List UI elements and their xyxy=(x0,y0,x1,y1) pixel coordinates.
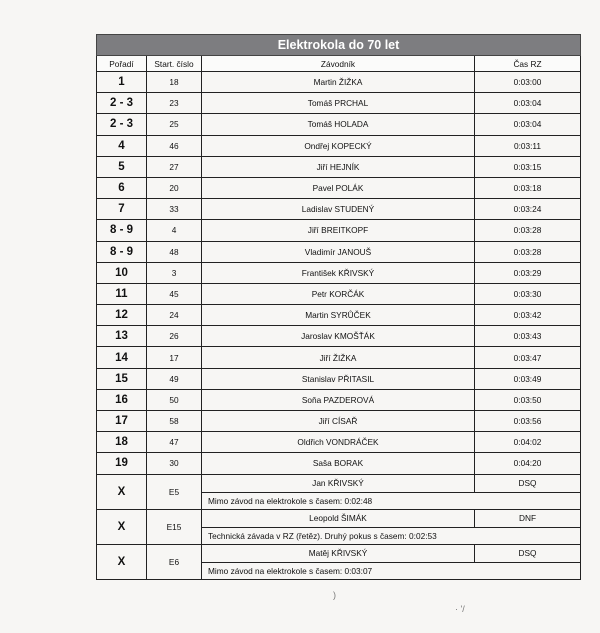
table-row xyxy=(97,509,581,527)
results-table xyxy=(96,34,581,580)
rank-cell: 14 xyxy=(97,347,147,368)
start-number-cell: 30 xyxy=(147,453,202,474)
table-row xyxy=(97,305,581,326)
time-cell: 0:03:56 xyxy=(475,411,581,432)
note-cell: Mimo závod na elektrokole s časem: 0:03:07 xyxy=(202,562,581,579)
rider-cell: Saša BORAK xyxy=(202,453,475,474)
rank-cell: 19 xyxy=(97,453,147,474)
start-number-cell: 27 xyxy=(147,156,202,177)
header-time: Čas RZ xyxy=(475,56,581,72)
time-cell: 0:03:42 xyxy=(475,305,581,326)
rank-cell: 8 - 9 xyxy=(97,220,147,241)
time-cell: 0:03:30 xyxy=(475,283,581,304)
start-number-cell: 48 xyxy=(147,241,202,262)
rank-cell: 15 xyxy=(97,368,147,389)
header-start-number: Start. číslo xyxy=(147,56,202,72)
start-number-cell: 17 xyxy=(147,347,202,368)
rank-cell: 12 xyxy=(97,305,147,326)
rank-cell: 13 xyxy=(97,326,147,347)
time-cell: 0:03:04 xyxy=(475,114,581,135)
rank-cell: 10 xyxy=(97,262,147,283)
note-cell: Technická závada v RZ (řetěz). Druhý pokus s časem: 0:02:53 xyxy=(202,527,581,544)
scan-mark: · '/ xyxy=(455,604,465,614)
table-row xyxy=(97,199,581,220)
start-number-cell: 47 xyxy=(147,432,202,453)
rider-cell: Tomáš HOLADA xyxy=(202,114,475,135)
table-row xyxy=(97,262,581,283)
rider-cell: Soňa PAZDEROVÁ xyxy=(202,389,475,410)
time-cell: 0:03:47 xyxy=(475,347,581,368)
rider-cell: Jan KŘIVSKÝ xyxy=(202,474,475,492)
start-number-cell: 4 xyxy=(147,220,202,241)
rider-cell: Jaroslav KMOŠŤÁK xyxy=(202,326,475,347)
start-number-cell: 24 xyxy=(147,305,202,326)
start-number-cell: 33 xyxy=(147,199,202,220)
rank-cell: 5 xyxy=(97,156,147,177)
table-row xyxy=(97,474,581,492)
rider-cell: Jiří CÍSAŘ xyxy=(202,411,475,432)
start-number-cell: 58 xyxy=(147,411,202,432)
rider-cell: Martin SYRŮČEK xyxy=(202,305,475,326)
table-row xyxy=(97,389,581,410)
rider-cell: Stanislav PŘITASIL xyxy=(202,368,475,389)
table-row xyxy=(97,72,581,93)
rider-cell: Ondřej KOPECKÝ xyxy=(202,135,475,156)
table-row xyxy=(97,283,581,304)
status-cell: DSQ xyxy=(475,474,581,492)
rank-cell: 2 - 3 xyxy=(97,114,147,135)
rider-cell: Leopold ŠIMÁK xyxy=(202,509,475,527)
status-cell: DSQ xyxy=(475,544,581,562)
table-row xyxy=(97,326,581,347)
rank-cell: 7 xyxy=(97,199,147,220)
table-row xyxy=(97,135,581,156)
rank-cell: 8 - 9 xyxy=(97,241,147,262)
rank-cell: 1 xyxy=(97,72,147,93)
start-number-cell: 46 xyxy=(147,135,202,156)
time-cell: 0:03:28 xyxy=(475,220,581,241)
results-sheet xyxy=(96,34,580,580)
note-cell: Mimo závod na elektrokole s časem: 0:02:48 xyxy=(202,492,581,509)
start-number-cell: 20 xyxy=(147,177,202,198)
start-number-cell: 25 xyxy=(147,114,202,135)
rider-cell: Oldřich VONDRÁČEK xyxy=(202,432,475,453)
table-row xyxy=(97,114,581,135)
time-cell: 0:03:24 xyxy=(475,199,581,220)
start-number-cell: 23 xyxy=(147,93,202,114)
rank-cell: 4 xyxy=(97,135,147,156)
rider-cell: Pavel POLÁK xyxy=(202,177,475,198)
rank-cell: X xyxy=(97,544,147,579)
time-cell: 0:03:15 xyxy=(475,156,581,177)
time-cell: 0:03:50 xyxy=(475,389,581,410)
rank-cell: 16 xyxy=(97,389,147,410)
start-number-cell: E6 xyxy=(147,544,202,579)
rider-cell: Jiří HEJNÍK xyxy=(202,156,475,177)
start-number-cell: E5 xyxy=(147,474,202,509)
time-cell: 0:04:02 xyxy=(475,432,581,453)
start-number-cell: 50 xyxy=(147,389,202,410)
rank-cell: 2 - 3 xyxy=(97,93,147,114)
time-cell: 0:03:29 xyxy=(475,262,581,283)
time-cell: 0:03:11 xyxy=(475,135,581,156)
table-title: Elektrokola do 70 let xyxy=(97,35,581,56)
rider-cell: Petr KORČÁK xyxy=(202,283,475,304)
time-cell: 0:03:43 xyxy=(475,326,581,347)
rider-cell: Jiří BREITKOPF xyxy=(202,220,475,241)
table-row xyxy=(97,156,581,177)
rider-cell: Tomáš PRCHAL xyxy=(202,93,475,114)
rider-cell: Martin ŽIŽKA xyxy=(202,72,475,93)
start-number-cell: E15 xyxy=(147,509,202,544)
rank-cell: 17 xyxy=(97,411,147,432)
rider-cell: Matěj KŘIVSKÝ xyxy=(202,544,475,562)
table-row xyxy=(97,544,581,562)
scan-mark: ) xyxy=(333,590,336,600)
header-rider: Závodník xyxy=(202,56,475,72)
table-row xyxy=(97,411,581,432)
start-number-cell: 3 xyxy=(147,262,202,283)
rider-cell: Vladimír JANOUŠ xyxy=(202,241,475,262)
time-cell: 0:04:20 xyxy=(475,453,581,474)
table-row xyxy=(97,347,581,368)
rank-cell: X xyxy=(97,474,147,509)
time-cell: 0:03:18 xyxy=(475,177,581,198)
header-rank: Pořadí xyxy=(97,56,147,72)
table-row xyxy=(97,432,581,453)
table-row xyxy=(97,368,581,389)
rank-cell: 18 xyxy=(97,432,147,453)
table-row xyxy=(97,241,581,262)
table-row xyxy=(97,93,581,114)
start-number-cell: 49 xyxy=(147,368,202,389)
rider-cell: Jiří ŽIŽKA xyxy=(202,347,475,368)
rank-cell: X xyxy=(97,509,147,544)
time-cell: 0:03:49 xyxy=(475,368,581,389)
rider-cell: Ladislav STUDENÝ xyxy=(202,199,475,220)
time-cell: 0:03:04 xyxy=(475,93,581,114)
status-cell: DNF xyxy=(475,509,581,527)
table-row xyxy=(97,177,581,198)
rank-cell: 11 xyxy=(97,283,147,304)
table-row xyxy=(97,453,581,474)
start-number-cell: 45 xyxy=(147,283,202,304)
start-number-cell: 18 xyxy=(147,72,202,93)
rank-cell: 6 xyxy=(97,177,147,198)
time-cell: 0:03:00 xyxy=(475,72,581,93)
time-cell: 0:03:28 xyxy=(475,241,581,262)
start-number-cell: 26 xyxy=(147,326,202,347)
rider-cell: František KŘIVSKÝ xyxy=(202,262,475,283)
table-row xyxy=(97,220,581,241)
